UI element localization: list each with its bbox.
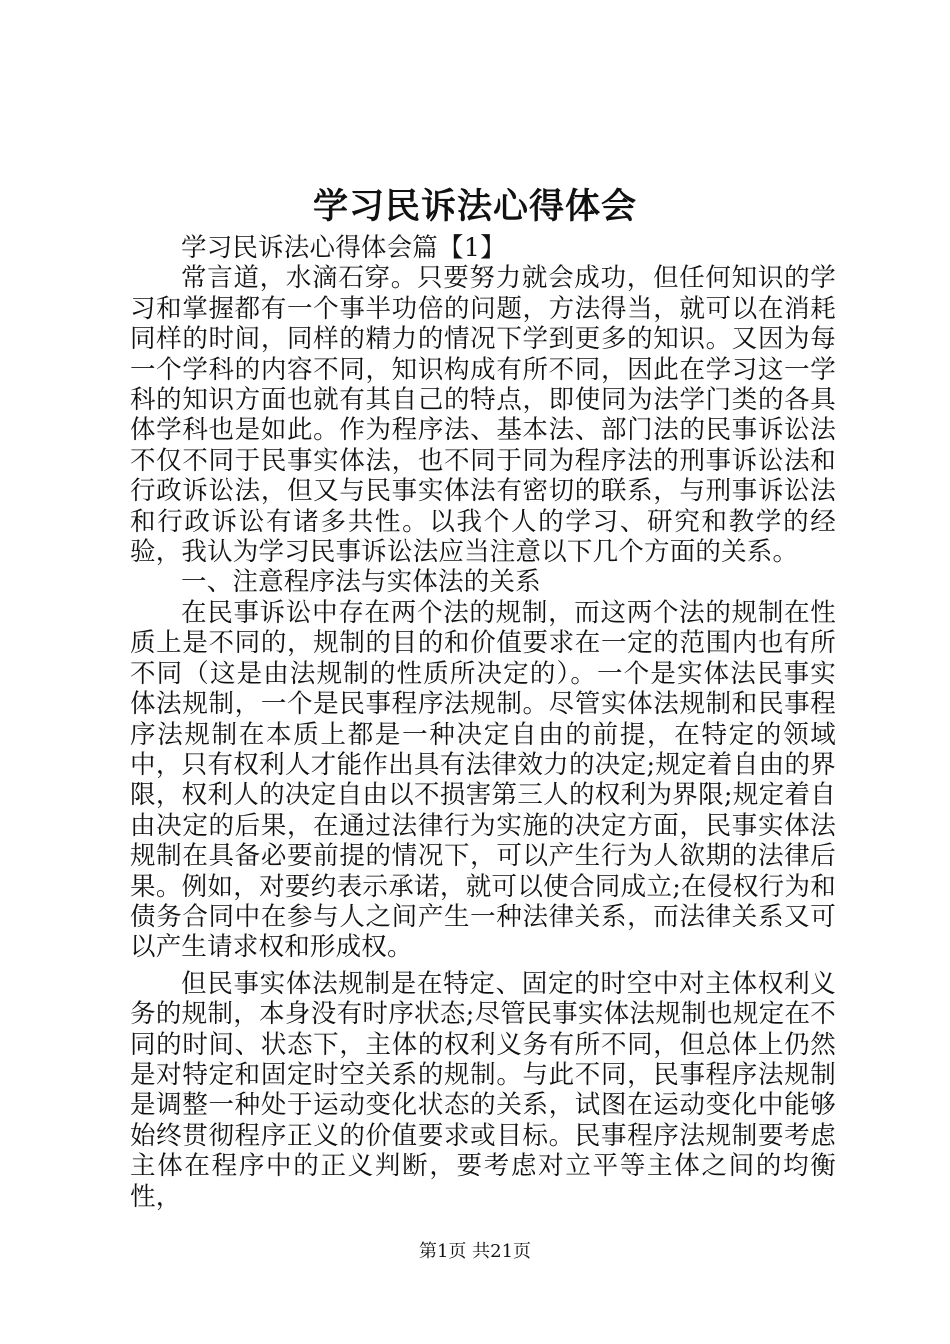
paragraph-3: 但民事实体法规制是在特定、固定的时空中对主体权利义务的规制，本身没有时序状态;尽管民事实体法规制也规定在不同的时间、状态下，主体的权利义务有所不同，但总体上仍然是对特定和固定时空关系的规制。与此不同，民事程序法规制是调整一种处于运动变化状态的关系，试图在运动变化中能够始终贯彻程序正义的价值要求或目标。民事程序法规制要考虑主体在程序中的正义判断，要考虑对立平等主体之间的均衡性，: [130, 968, 836, 1212]
paragraph-1: 常言道，水滴石穿。只要努力就会成功，但任何知识的学习和掌握都有一个事半功倍的问题，方法得当，就可以在消耗同样的时间，同样的精力的情况下学到更多的知识。又因为每一个学科的内容不同，知识构成有所不同，因此在学习这一学科的知识方面也就有其自己的特点，即使同为法学门类的各具体学科也是如此。作为程序法、基本法、部门法的民事诉讼法不仅不同于民事实体法，也不同于同为程序法的刑事诉讼法和行政诉讼法，但又与民事实体法有密切的联系，与刑事诉讼法和行政诉讼有诸多共性。以我个人的学习、研究和教学的经验，我认为学习民事诉讼法应当注意以下几个方面的关系。: [130, 263, 836, 568]
document-body: [130, 233, 836, 1212]
section-subtitle: 学习民诉法心得体会篇【1】: [181, 233, 506, 263]
paragraph-2: 在民事诉讼中存在两个法的规制，而这两个法的规制在性质上是不同的，规制的目的和价值要求在一定的范围内也有所不同（这是由法规制的性质所决定的）。一个是实体法民事实体法规制，一个是民事程序法规制。尽管实体法规制和民事程序法规制在本质上都是一种决定自由的前提，在特定的领域中，只有权利人才能作出具有法律效力的决定;规定着自由的界限，权利人的决定自由以不损害第三人的权利为界限;规定着自由决定的后果，在通过法律行为实施的决定方面，民事实体法规制在具备必要前提的情况下，可以产生行为人欲期的法律后果。例如，对要约表示承诺，就可以使合同成立;在侵权行为和债务合同中在参与人之间产生一种法律关系，而法律关系又可以产生请求权和形成权。: [130, 597, 836, 963]
document-title: 学习民诉法心得体会: [312, 186, 637, 227]
section-heading: 一、注意程序法与实体法的关系: [181, 567, 541, 598]
page-footer: 第1页 共21页: [418, 1241, 532, 1262]
